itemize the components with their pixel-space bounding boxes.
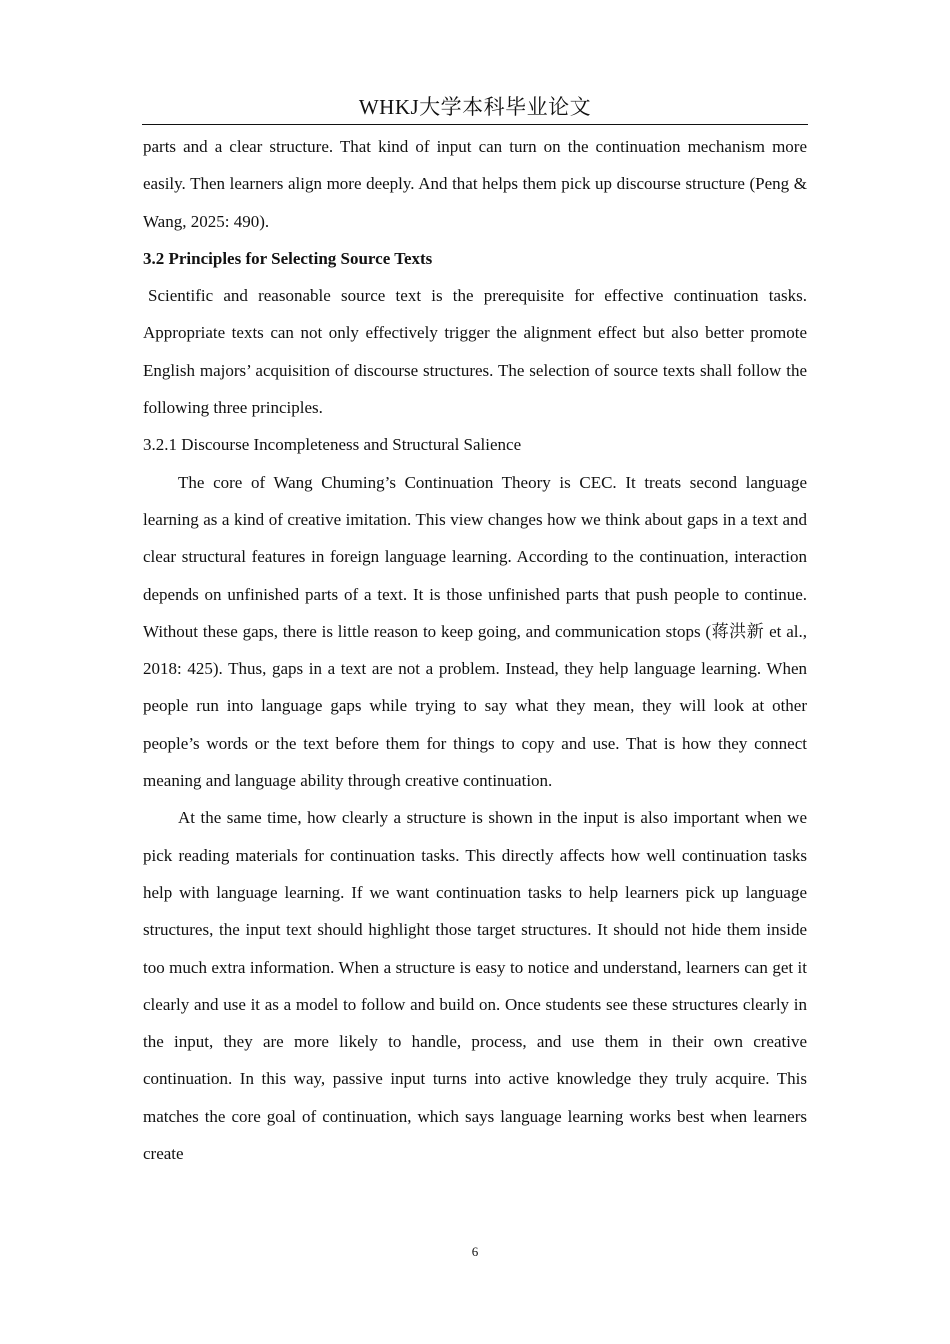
section-heading-3-2: 3.2 Principles for Selecting Source Texts [143,248,433,268]
paragraph-continued: parts and a clear structure. That kind of input can turn on the continuation mechanism more easily. Then learners align more deeply. And that helps them pick up discourse structure (Peng & Wang, 2025: 490). [143,137,807,231]
page-number: 6 [471,1244,479,1259]
body-text [143,128,807,1172]
paragraph-source-text-intro: Scientific and reasonable source text is the prerequisite for effective continuation tasks. Appropriate texts can not only effectively trigger the alignment effect but also better promote English majors’ acquisition of discourse structures. The selection of source texts shall follow the following three principles. [143,286,807,418]
running-header: WHKJ大学本科毕业论文 [358,95,592,119]
paragraph-continuation-theory: The core of Wang Chuming’s Continuation Theory is CEC. It treats second language learning as a kind of creative imitation. This view changes how we think about gaps in a text and clear structural features in foreign language learning. According to the continuation, interaction depends on unfinished parts of a text. It is those unfinished parts that push people to continue. Without these gaps, there is little reason to keep going, and communication stops (蒋洪新 et al., 2018: 425). Thus, gaps in a text are not a problem. Instead, they help language learning. When people run into language gaps while trying to say what they mean, they will look at other people’s words or the text before them for things to copy and use. That is how they connect meaning and language ability through creative continuation. [143,472,807,791]
header-rule [142,124,808,125]
subsection-heading-3-2-1: 3.2.1 Discourse Incompleteness and Structural Salience [143,435,522,455]
paragraph-structural-salience: At the same time, how clearly a structure is shown in the input is also important when we pick reading materials for continuation tasks. This directly affects how well continuation tasks help with language learning. If we want continuation tasks to help learners pick up language structures, the input text should highlight those target structures. It should not hide them inside too much extra information. When a structure is easy to notice and understand, learners can get it clearly and use it as a model to follow and build on. Once students see these structures clearly in the input, they are more likely to handle, process, and use them in their own creative continuation. In this way, passive input turns into active knowledge they truly acquire. This matches the core goal of continuation, which says language learning works best when learners create [143,808,807,1164]
